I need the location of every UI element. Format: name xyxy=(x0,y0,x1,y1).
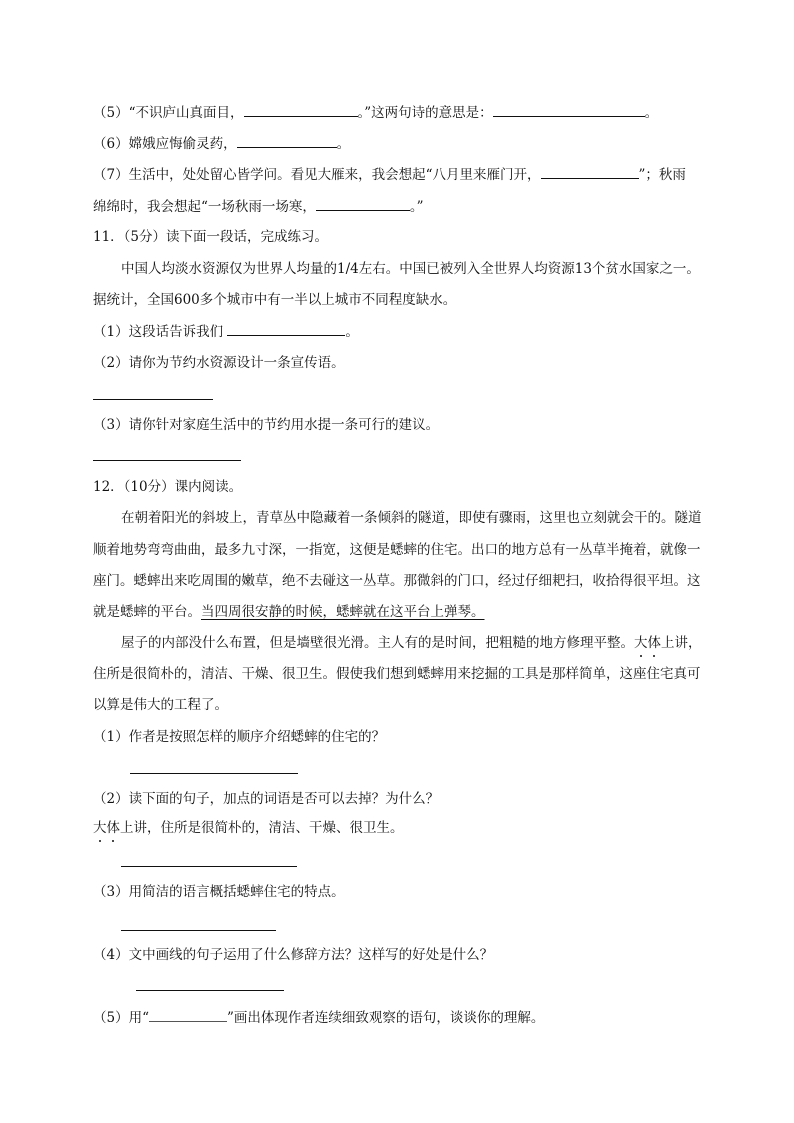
answer-line[interactable] xyxy=(121,930,276,931)
dotted-char: 体 xyxy=(647,635,661,651)
answer-blank[interactable] xyxy=(237,133,337,148)
q11-sub-1: （1）这段话告诉我们 。 xyxy=(93,321,359,342)
underlined-sentence: 当四周很安静的时候，蟋蟀就在这平台上弹琴。 xyxy=(201,604,485,620)
dotted-char: 体 xyxy=(106,820,120,836)
answer-blank[interactable] xyxy=(227,321,345,336)
q11-header: 11．（5分）读下面一段话，完成练习。 xyxy=(93,229,329,245)
q12-passage-p2-line2: 住所是很简朴的，清洁、干燥、很卫生。假使我们想到蟋蟀用来挖掘的工具是那样简单，这座住宅真可 xyxy=(93,666,701,682)
dotted-char: 大 xyxy=(93,820,107,836)
answer-blank[interactable] xyxy=(316,196,410,211)
answer-line[interactable] xyxy=(130,773,298,774)
q12-sub-5: （5）用“ ”画出体现作者连续细致观察的语句，谈谈你的理解。 xyxy=(93,1007,544,1028)
q12-header: 12．（10分）课内阅读。 xyxy=(93,479,243,495)
q12-sub-2: （2）读下面的句子，加点的词语是否可以去掉？为什么？ xyxy=(93,791,440,807)
answer-line[interactable] xyxy=(136,990,284,991)
q12-sub-2-sentence: 大体上讲，住所是很简朴的，清洁、干燥、很卫生。 xyxy=(93,820,404,836)
answer-line[interactable] xyxy=(121,866,297,867)
q12-passage-p1-line4: 就是蟋蟀的平台。当四周很安静的时候，蟋蟀就在这平台上弹琴。 xyxy=(93,604,485,620)
q12-passage-p1-line1: 在朝着阳光的斜坡上，青草丛中隐藏着一条倾斜的隧道，即使有骤雨，这里也立刻就会干的。隧道 xyxy=(121,510,702,526)
q12-sub-3: （3）用简洁的语言概括蟋蟀住宅的特点。 xyxy=(93,884,345,900)
answer-line[interactable] xyxy=(93,460,241,461)
answer-blank[interactable] xyxy=(541,164,639,179)
q12-passage-p1-line3: 座门。蟋蟀出来吃周围的嫩草，绝不去碰这一丛草。那微斜的门口，经过仔细耙扫，收拾得很平坦。这 xyxy=(93,573,701,589)
underline-sample xyxy=(149,1007,227,1022)
q12-passage-p2-line1: 屋子的内部没什么布置，但是墙壁很光滑。主人有的是时间，把粗糙的地方修理平整。大体上讲， xyxy=(121,635,702,651)
q12-passage-p2-line3: 以算是伟大的工程了。 xyxy=(93,697,228,713)
answer-blank[interactable] xyxy=(493,102,645,117)
q10-item-6: （6）嫦娥应悔偷灵药， 。 xyxy=(93,133,350,154)
answer-line[interactable] xyxy=(93,399,213,400)
q10-item-7-line1: （7）生活中，处处留心皆学问。看见大雁来，我会想起“八月里来雁门开， ”；秋雨 xyxy=(93,164,686,185)
q11-sub-2: （2）请你为节约水资源设计一条宣传语。 xyxy=(93,355,345,371)
q10-item-5: （5）“不识庐山真面目， 。”这两句诗的意思是： 。 xyxy=(93,102,658,123)
q11-paragraph-line2: 据统计，全国600多个城市中有一半以上城市不同程度缺水。 xyxy=(93,292,457,308)
q12-passage-p1-line2: 顺着地势弯弯曲曲，最多九寸深，一指宽，这便是蟋蟀的住宅。出口的地方总有一丛草半掩着，就像一 xyxy=(93,542,701,558)
q11-sub-3: （3）请你针对家庭生活中的节约用水提一条可行的建议。 xyxy=(93,417,440,433)
q11-paragraph-line1: 中国人均淡水资源仅为世界人均量的1/4左右。中国已被列入全世界人均资源13个贫水国家之一。 xyxy=(121,261,700,277)
answer-blank[interactable] xyxy=(244,102,358,117)
q12-sub-4: （4）文中画线的句子运用了什么修辞方法？这样写的好处是什么？ xyxy=(93,947,494,963)
q12-sub-1: （1）作者是按照怎样的顺序介绍蟋蟀的住宅的？ xyxy=(93,729,386,745)
q10-item-7-line2: 绵绵时，我会想起“一场秋雨一场寒， 。” xyxy=(93,196,424,217)
dotted-char: 大 xyxy=(634,635,648,651)
